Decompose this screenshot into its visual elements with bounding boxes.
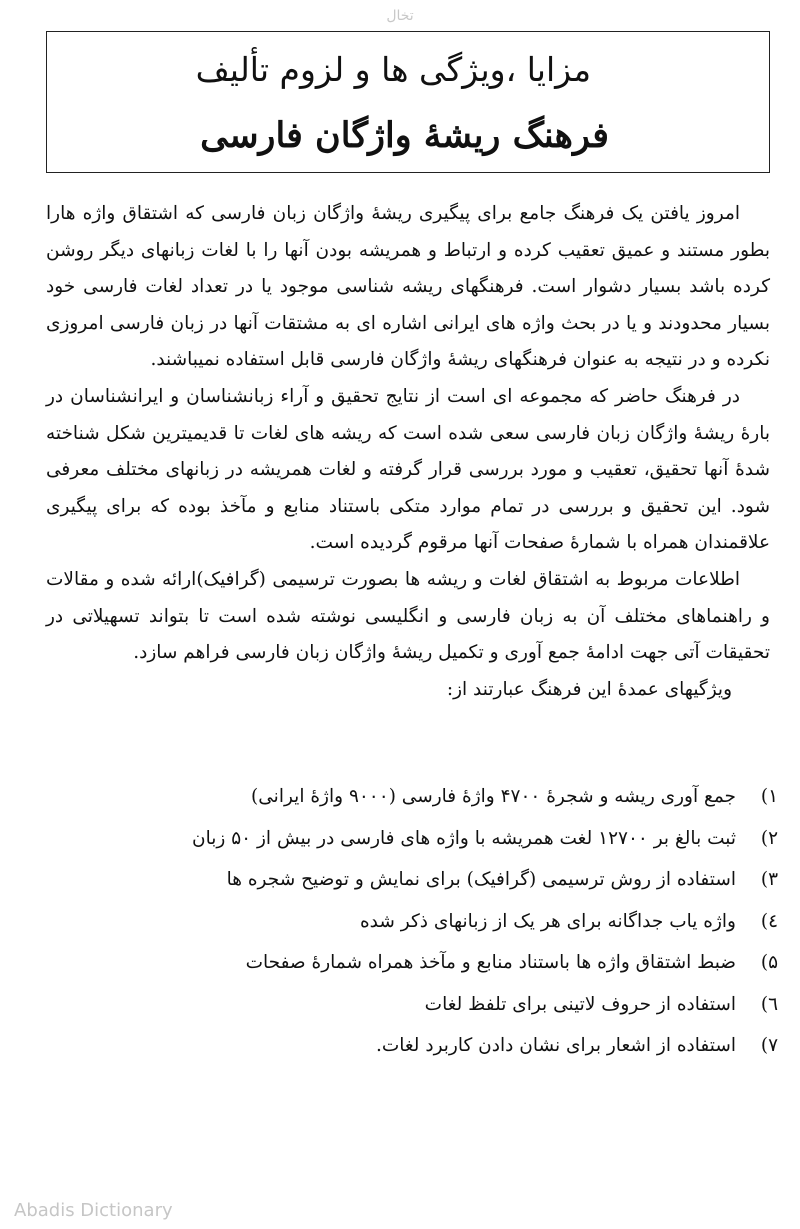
- top-watermark: تخال: [386, 8, 414, 24]
- list-item: [46, 1035, 786, 1077]
- list-item-number: ۲): [760, 827, 778, 849]
- list-item-text: ضبط اشتقاق واژه ها باستناد منابع و مآخذ همراه شمارهٔ صفحات: [245, 952, 736, 973]
- list-item-text: ثبت بالغ بر ۱۲۷۰۰ لغت همریشه با واژه های فارسی در بیش از ۵۰ زبان: [192, 827, 736, 849]
- list-item: [46, 828, 786, 870]
- paragraph-2: در فرهنگ حاضر که مجموعه ای است از نتایج تحقیق و آراء زبانشناسان و ایرانشناسان در بارهٔ ریشهٔ واژگان زبان فارسی سعی شده است که ریشه های لغات تا قدیمیترین شکل شناخته شدهٔ آنها تحقیق، تعقیب و مورد بررسی قرار گرفته و لغات همریشه در زبانهای مختلف معرفی شود. این تحقیق و بررسی در تمام موارد متکی باستناد منابع و مآخذ بوده که برای پیگیری علاقمندان همراه با شمارهٔ صفحات آنها مرقوم گردیده است.: [46, 385, 770, 554]
- bottom-watermark: Abadis Dictionary: [14, 1200, 173, 1221]
- list-item-number: ٤): [760, 910, 778, 932]
- list-item-text: جمع آوری ریشه و شجرهٔ ۴۷۰۰ واژهٔ فارسی (۹۰۰۰ واژهٔ ایرانی): [251, 786, 736, 807]
- list-item: [46, 786, 786, 828]
- features-intro: ویژگیهای عمدهٔ این فرهنگ عبارتند از:: [446, 678, 732, 700]
- list-item-text: استفاده از اشعار برای نشان دادن کاربرد لغات.: [375, 1035, 736, 1056]
- list-item-text: استفاده از حروف لاتینی برای تلفظ لغات: [424, 993, 736, 1015]
- features-list: [46, 786, 786, 1077]
- body-text: [46, 196, 770, 708]
- title-box: [46, 31, 770, 173]
- list-item: [46, 952, 786, 994]
- paragraph-3: اطلاعات مربوط به اشتقاق لغات و ریشه ها بصورت ترسیمی (گرافیک)ارائه شده و مقالات و راهنماهای مختلف آن به زبان فارسی و انگلیسی نوشته شده است تا بتواند تسهیلاتی در تحقیقات آتی جهت ادامهٔ جمع آوری و تکمیل ریشهٔ واژگان زبان فارسی فراهم سازد.: [46, 568, 770, 664]
- list-item-text: استفاده از روش ترسیمی (گرافیک) برای نمایش و توضیح شجره ها: [226, 869, 736, 890]
- list-item-number: ۷): [760, 1035, 778, 1056]
- title-line-2: فرهنگ ریشهٔ واژگان فارسی: [200, 115, 609, 156]
- list-item-number: ۵): [760, 952, 778, 973]
- paragraph-1: امروز یافتن یک فرهنگ جامع برای پیگیری ریشهٔ واژگان زبان فارسی که اشتقاق واژه هارا بطور مستند و عمیق تعقیب کرده و ارتباط و همریشه بودن آنها را با لغات زبانهای دیگر روشن کرده باشد بسیار دشوار است. فرهنگهای ریشه شناسی موجود یا در تعداد لغات فارسی خود بسیار محدودند و یا در بحث واژه های ایرانی اشاره ای به مشتقات آنها در زبان فارسی امروزی نکرده و در نتیجه به عنوان فرهنگهای ریشهٔ واژگان فارسی قابل استفاده نمیباشند.: [46, 203, 770, 371]
- list-item: [46, 994, 786, 1036]
- list-item-number: ۳): [760, 869, 778, 890]
- list-item-number: ۱): [760, 786, 778, 807]
- list-item-number: ٦): [760, 993, 778, 1015]
- list-item: [46, 869, 786, 911]
- title-line-1: مزایا ،ویژگی ها و لزوم تألیف: [195, 50, 591, 89]
- list-item-text: واژه یاب جداگانه برای هر یک از زبانهای ذکر شده: [359, 910, 736, 932]
- list-item: [46, 911, 786, 953]
